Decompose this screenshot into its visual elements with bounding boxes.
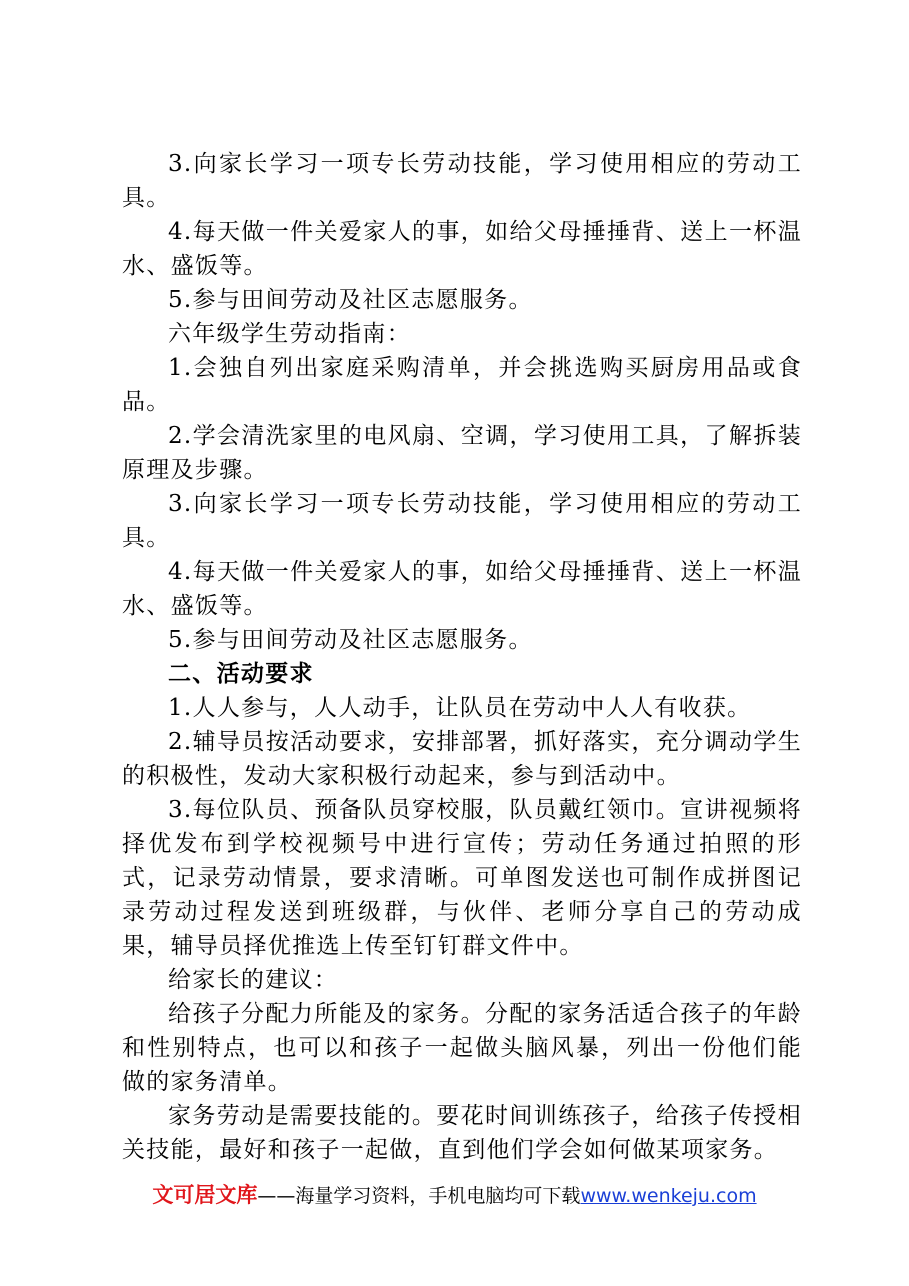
footer-link[interactable]: www.wenkeju.com: [580, 1185, 757, 1207]
paragraph-9: 5.参与田间劳动及社区志愿服务。: [168, 627, 533, 653]
footer-brand: 文可居文库: [152, 1183, 258, 1207]
footer-banner: [0, 1180, 909, 1211]
paragraph-11: 1.人人参与，人人动手，让队员在劳动中人人有收获。: [168, 695, 752, 721]
paragraph-7: 3.向家长学习一项专长劳动技能，学习使用相应的劳动工具。: [122, 491, 802, 551]
paragraph-2: 4.每天做一件关爱家人的事，如给父母捶捶背、送上一杯温水、盛饭等。: [122, 219, 802, 279]
paragraph-4: 六年级学生劳动指南：: [168, 321, 411, 347]
document-body: [122, 147, 802, 1167]
paragraph-1: 3.向家长学习一项专长劳动技能，学习使用相应的劳动工具。: [122, 151, 802, 211]
section-heading: 二、活动要求: [168, 661, 314, 687]
paragraph-16: 家务劳动是需要技能的。要花时间训练孩子，给孩子传授相关技能，最好和孩子一起做，直到他们学会如何做某项家务。: [122, 1103, 802, 1163]
paragraph-6: 2.学会清洗家里的电风扇、空调，学习使用工具，了解拆装原理及步骤。: [122, 423, 802, 483]
paragraph-8: 4.每天做一件关爱家人的事，如给父母捶捶背、送上一杯温水、盛饭等。: [122, 559, 802, 619]
footer-slogan: ——海量学习资料，手机电脑均可下载: [257, 1185, 581, 1207]
paragraph-15: 给孩子分配力所能及的家务。分配的家务活适合孩子的年龄和性别特点，也可以和孩子一起做头脑风暴，列出一份他们能做的家务清单。: [122, 1001, 802, 1095]
paragraph-12: 2.辅导员按活动要求，安排部署，抓好落实，充分调动学生的积极性，发动大家积极行动起来，参与到活动中。: [122, 729, 802, 789]
paragraph-5: 1.会独自列出家庭采购清单，并会挑选购买厨房用品或食品。: [122, 355, 802, 415]
paragraph-3: 5.参与田间劳动及社区志愿服务。: [168, 287, 533, 313]
paragraph-13: 3.每位队员、预备队员穿校服，队员戴红领巾。宣讲视频将择优发布到学校视频号中进行宣传；劳动任务通过拍照的形式，记录劳动情景，要求清晰。可单图发送也可制作成拼图记录劳动过程发送到班级群，与伙伴、老师分享自己的劳动成果，辅导员择优推选上传至钉钉群文件中。: [122, 797, 802, 959]
paragraph-14: 给家长的建议：: [168, 967, 339, 993]
